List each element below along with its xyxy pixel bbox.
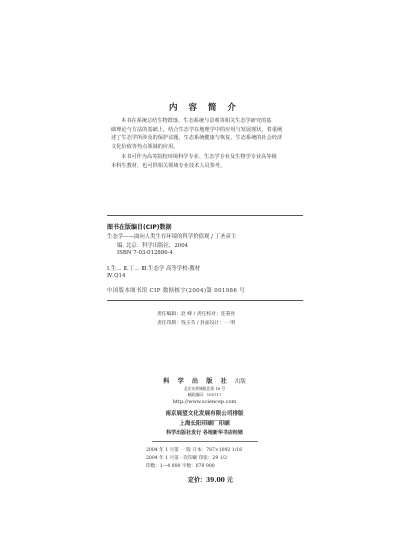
print-credits: 责任印制：钱玉芬 / 封面设计：一 明 xyxy=(157,321,236,326)
summary-line: 本科生教材，也可供相关领域专业技术人员参考。 xyxy=(111,162,226,169)
printing-sheets: 2004 年 1 月第一次印刷 印张：29 1/2 xyxy=(146,456,228,461)
summary-paragraph-2 xyxy=(111,153,303,170)
price: 定价：39.00 元 xyxy=(188,477,233,484)
summary-line: 文化价值等热点领域的应用。 xyxy=(111,143,179,150)
publisher-postcode: 邮政编码：100717 xyxy=(187,392,222,397)
cip-heading: 图书在版编目(CIP)数据 xyxy=(107,224,172,231)
summary-line: 述了生态学所涉及的保护议题、生态系统健康与恢复、生态系统的社会经济 xyxy=(111,135,283,142)
cip-line: Ⅳ.Q14 xyxy=(107,273,126,279)
cip-record-number: 中国版本图书馆 CIP 数据核字(2004)第 001986 号 xyxy=(107,288,246,294)
cip-line: 编. 北京：科学出版社，2004 xyxy=(117,243,189,249)
cip-line: 生态学——面向人类生存环境的科学价值观 / 丁圣彦主 xyxy=(107,234,237,240)
divider xyxy=(107,300,303,301)
summary-line: 本书在系统总结生物群落、生态系统与景观等相关生态学研究的基 xyxy=(121,118,272,124)
publisher-name xyxy=(0,376,409,385)
cip-line: Ⅰ.生… Ⅱ.丁… Ⅲ.生态学 高等学校-教材 xyxy=(107,266,201,272)
divider xyxy=(152,441,258,442)
distributor: 科学出版社发行 各地新华书店经销 xyxy=(166,430,243,436)
edition-format: 2004 年 1 月第 一 版 开本：787×1092 1/16 xyxy=(146,448,243,453)
publisher-url: http://www.sciencep.com xyxy=(172,399,237,405)
divider xyxy=(107,215,303,216)
summary-paragraph-1 xyxy=(111,117,303,151)
publisher-name-text: 科 学 出 版 社 xyxy=(163,378,230,385)
publisher-address: 北京东黄城根北街 16 号 xyxy=(183,386,226,391)
publisher-suffix: 出版 xyxy=(234,379,246,385)
print-run-wordcount: 印数：1—4 000 字数：679 000 xyxy=(146,464,215,469)
summary-line: 本书可作为高等院校环境科学专业、生态学专业及生物学专业高等级 xyxy=(121,154,277,160)
printer: 上海长阳印刷厂印刷 xyxy=(179,421,230,427)
editor-credits: 责任编辑：赵 峰 / 责任校对：连秉亮 xyxy=(157,312,236,317)
typesetter: 南京展望文化发展有限公司排版 xyxy=(165,411,244,417)
summary-line: 础理论与方法的基础上，结合生态学在地理学中的应用与发展现状，着重阐 xyxy=(111,126,283,133)
cip-line: ISBN 7-03-012886-4 xyxy=(117,250,173,256)
summary-title: 内 容 简 介 xyxy=(169,103,240,113)
